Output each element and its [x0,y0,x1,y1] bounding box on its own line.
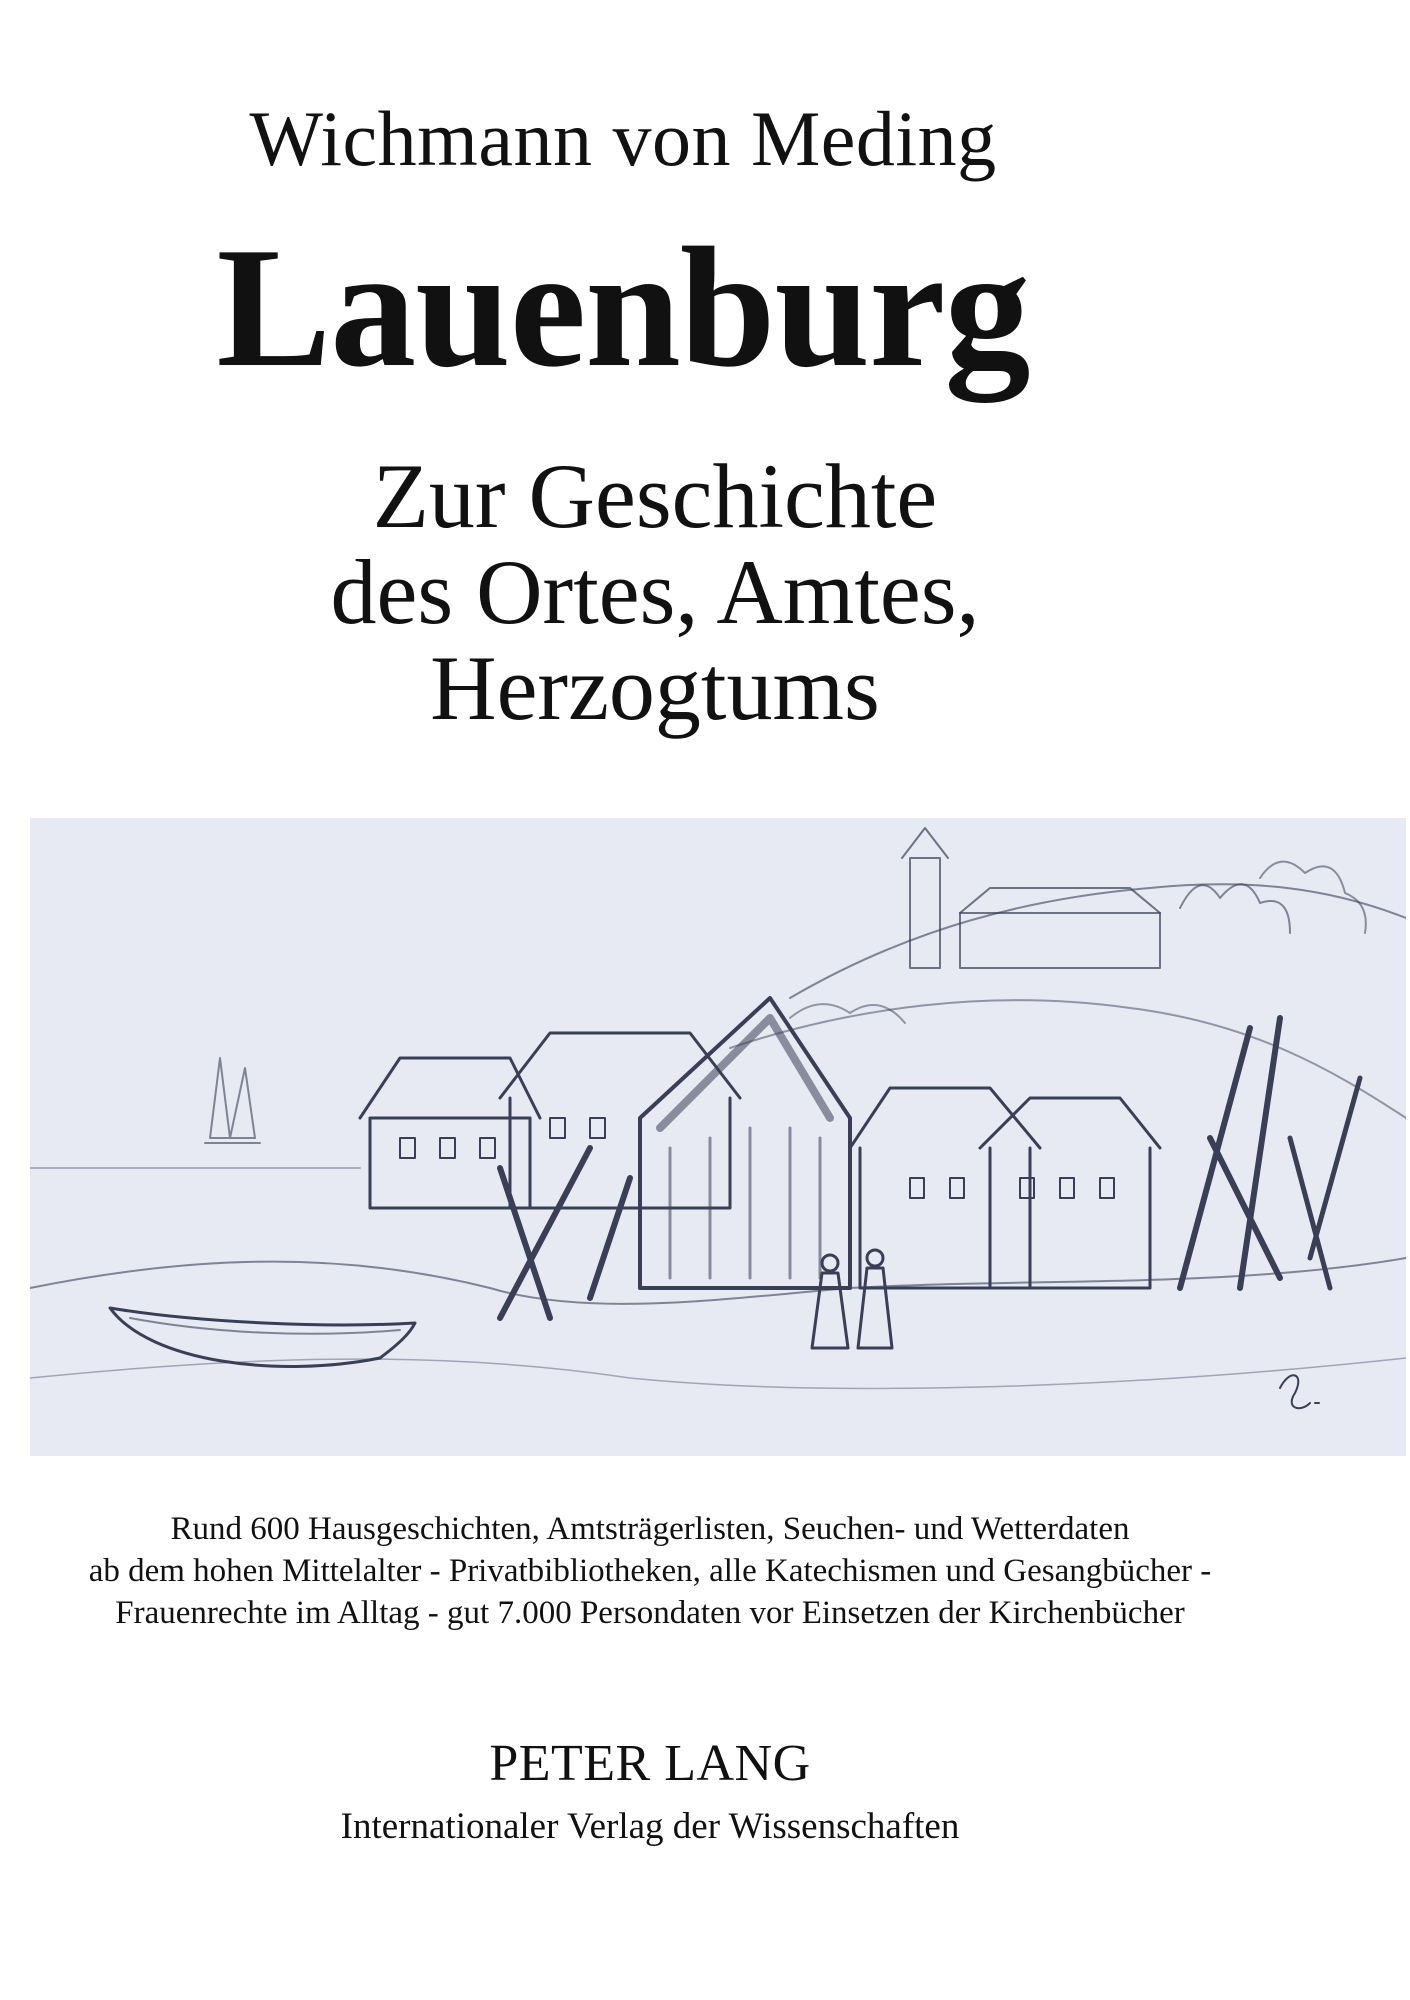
book-title: Lauenburg [216,213,1030,403]
publisher-name: PETER LANG [489,1735,811,1792]
subtitle-line: Zur Geschichte [372,445,938,547]
blurb-line: ab dem hohen Mittelalter - Privatbibliotheken, alle Katechismen und Gesangbücher - [88,1553,1212,1589]
author-name: Wichmann von Meding [249,95,997,182]
harbor-sketch-image [30,818,1406,1456]
cover-blurb [0,1508,1300,1634]
blurb-line: Frauenrechte im Alltag - gut 7.000 Persondaten vor Einsetzen der Kirchenbücher [115,1595,1185,1631]
cover-illustration [30,818,1406,1456]
blurb-line: Rund 600 Hausgeschichten, Amtsträgerlisten, Seuchen- und Wetterdaten [170,1511,1130,1547]
book-subtitle [0,445,1310,739]
publisher-tagline: Internationaler Verlag der Wissenschaften [340,1806,960,1847]
subtitle-line: des Ortes, Amtes, [330,541,980,643]
subtitle-line: Herzogtums [430,637,880,739]
